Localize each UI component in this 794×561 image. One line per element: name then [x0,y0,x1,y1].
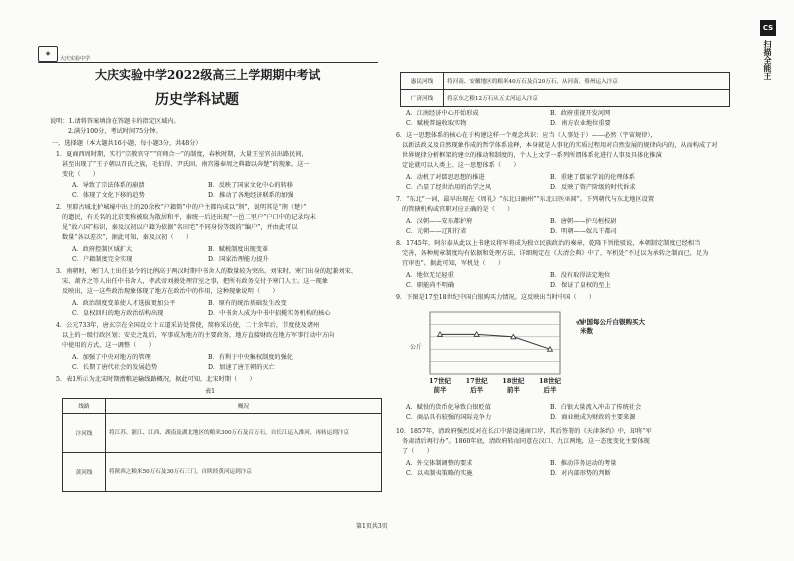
x-tick-label: 前半 [433,386,447,394]
page-footer: 第1页共3页 [356,523,388,530]
chart-axes [429,312,562,394]
q3-line: 3．南朝时，寒门人士出任县令的比例高于两汉时期中书舍人的数量较为突出。刘宋时，寒门出身的起兼刘宋、 [56,268,357,275]
q7-option-c: C．元朝——辽阳行省 [406,228,467,235]
q6-line: 6．这一思想体系的核心在于构建这样一个观念共识：应当（人事处于）——必然（宇宙规律）， [396,132,657,139]
scanner-logo-icon: CS [760,20,776,36]
q2-line: 2．里耶古城北护城壕中出土的20余枚“户籍简”中的户主都均成以“荆”，说明其是“荆（楚）” [56,204,307,211]
q4-option-d: D．加速了唐王朝的灭亡 [208,364,275,371]
q9-line: 9．下图是17至18世纪中国白银购买力情况。这反映出当时中国（ ） [396,294,596,301]
q8-option-b: B．没有取得法定地位 [550,272,611,279]
q5-option-b: B．政府重视开发河网 [550,110,611,117]
q8-option-a: A．地位无足轻重 [406,272,454,279]
q2-option-a: A．政府控制区域扩大 [72,246,133,253]
instruction-2: 2.满分100分，考试时间75分钟。 [68,128,162,135]
q1-option-c: C．体现了文化下移的趋势 [72,192,145,199]
table-cell: 黄河线 [63,453,106,492]
q7-line: 7．“东北”一词，最早出现在《周礼》“东北曰幽州”“东北曰医巫闾”。下列朝代与东北地区设置 [396,196,655,203]
q1-option-b: B．反映了国家文化中心的转移 [208,182,293,189]
q8-line: 宜审也”。据此可知，军机处（ ） [402,260,505,267]
q8-line: 完善，各种规章制度均有依据和处理方法，详细规定在《大清会典》中了，军机处“不过以为承转之制而已，足为 [402,250,709,257]
q6-option-b: B．重建了儒家学说的伦理体系 [550,174,635,181]
q7-option-a: A．汉朝——安东都护府 [406,218,473,225]
x-tick-label: 17世纪 [465,377,488,385]
q5-option-a: A．江南经济中心开始形成 [406,110,479,117]
table-cell: 将河南、安徽地区的粮米40万石及百20万石，从河南、蔡州运入汴京 [444,73,730,90]
q10-option-c: C．以夷制夷策略的实施 [406,470,473,477]
q10-option-d: D．对内部形势的判断 [550,470,611,477]
q9-option-b: B．白银大量流入冲击了传统社会 [550,404,642,411]
q4-line: 以上的一级行政区划；安史之乱后，军事成为地方的主要政务，地方直接财政在地方军事行动中方向 [62,332,335,339]
q2-line: 的遗民，有关名的北京变称被取为散居和平，秦统一后还出现“一邑二里户”户口中的记录均未 [62,214,316,221]
instruction-1: 说明：1.请将答案填涂在答题卡的指定区域内。 [50,118,180,125]
q7-line: 的管辖机构或官职对应正确的是（ ） [402,206,514,213]
table-cell: 广济河线 [401,90,444,107]
q9-option-c: C．商品具有较强的国际竞争力 [406,414,492,421]
subject-title: 历史学科试题 [155,92,239,108]
q4-option-b: B．有利于中央集权制度的强化 [208,354,293,361]
q5-option-d: D．南方农业地位重要 [550,120,611,127]
q7-option-d: D．明朝——奴儿干都司 [550,228,617,235]
q4-option-a: A．加强了中央对地方的管理 [72,354,151,361]
chart-y-label: 公斤 [410,344,423,351]
q2-option-d: D．国家治理能力提升 [208,256,269,263]
q6-option-c: C．凸显了经世治用的治学之风 [406,184,492,191]
q2-option-c: C．户籍制度完全实现 [72,256,133,263]
q3-line: 宋、萧齐之等人出任中书舍人，孝武帝刘骏处理宫室之事，把所有政务交付予寒门人士。这一现象 [62,278,329,285]
q9-option-a: A．赋役的货币化导致白银贬值 [406,404,491,411]
q5-line: 5．表1所示为北宋时期漕粮运输线路概况，据此可知，北宋时期（ ） [56,376,256,383]
q3-line: 反映出，这一这些政治现象体现了地方在政治中的作用，这种现象说明（ ） [62,288,279,295]
exam-title: 大庆实验中学2022级高三上学期期中考试 [95,68,321,82]
q2-line: 数量“各以差次”，据此可知，秦及汉初（ ） [62,234,193,241]
q10-line: 10．1857年，清政府强烈反对在长江中游设通商口岸，其后签署的《天津条约》中，却将“军 [396,428,652,435]
table-title: 表1 [205,388,216,395]
q6-option-a: A．动机了对儒思思想的推进 [406,174,485,181]
q10-option-a: A．外交体制调整的要求 [406,460,473,467]
q8-option-d: D．保证了皇权的至上 [550,282,611,289]
silver-chart [400,302,660,398]
table-cell: 将京东之粮12万石从五丈河运入汴京 [444,90,730,107]
plot-frame [430,312,560,374]
q7-option-b: B．唐朝——护乌桓校尉 [550,218,617,225]
table-header: 概况 [106,399,382,414]
scanner-label: 扫描全能王 [763,40,772,80]
q8-option-c: C．职能尚不明确 [406,282,455,289]
q1-option-d: D．推动了各地经济联系的加强 [208,192,294,199]
q5-option-c: C．赋税普遍收取实物 [406,120,467,127]
q1-line: 甚至出现了“王子朝以召氏之族，毛伯得、尹氏固、南宫嚣奉周之典籍以奔楚”的现象。这一 [62,161,310,168]
scanner-badge [760,20,776,130]
school-name: 大庆实验中学 [60,56,91,62]
q9-option-d: D．商业税成为财政的主要来源 [550,414,636,421]
q10-line: 了（ ） [402,448,433,455]
q2-line: 见“故六国”标识，秦及汉初以户籍为依据“名田宅”不同身份等级的“编户”，并由此可以 [62,224,298,231]
chart-legend: 中国每公斤白银购买大米数 [580,318,645,335]
q2-option-b: B．赋税制度出现变革 [208,246,269,253]
q6-option-d: D．反映了资产阶级的时代诉求 [550,184,636,191]
q3-option-b: B．原有的统治基础发生改变 [208,300,287,307]
section-heading: 一、选择题（本大题共16小题，每小题3分，共48分） [52,140,202,147]
table-cell: 将陕西之粮米50万石及30万石三门，自陕经黄河运到汴京 [106,453,382,492]
table-cell: 汴河线 [63,414,106,453]
table-1-continued [400,72,730,107]
table-1 [62,398,382,492]
q3-option-c: C．皇权回归的地方政治结构出现 [72,310,164,317]
q4-line: 4．公元733年，唐玄宗在全国设立十五道采访处置使，简称采访使，二十余年后，节度使及诸州 [56,322,320,329]
q10-option-b: B．推动洋务运动的考量 [550,460,617,467]
q3-option-d: D．中书舍人成为中书中招揽实务机构的核心 [208,310,331,317]
q1-option-a: A．导致了宗法体系的崩溃 [72,182,145,189]
x-tick-label: 17世纪 [428,377,452,385]
q3-option-a: A．政治制度变革使人才选拔更加公平 [72,300,176,307]
header-rule [38,62,378,63]
x-tick-label: 18世纪 [502,377,525,385]
q6-line: 以新法政义及自然现象作成的哲学体系诠释，本身就是人事化的实质过程用对自然发展的规律向内的，从而构成了对 [402,142,718,149]
x-tick-label: 18世纪 [538,377,562,385]
table-cell: 将江苏、浙江、江西、湖南及湖北地区的粮米300万石及百万石，自长江运入淮河，再转运到汴京 [106,414,382,453]
x-tick-label: 后半 [470,386,484,394]
q6-line: 定论就可以人类上。这一思想体系（ ） [402,162,520,169]
q4-option-c: C．长期了唐代社会的发展趋势 [72,364,158,371]
q6-line: 世界规律分析框架的建立的推动和制度的，个人上文学一系列所谓体系化进行人事及具体化推演 [402,152,662,159]
q1-line: 1．夏商西周时期，实行“宗教官守”“官师合一”的制度，春秋时期，大量王室官员出路民间， [56,151,308,158]
table-cell: 惠民河线 [401,73,444,90]
school-logo: ◈ [38,46,58,62]
x-tick-label: 前半 [506,386,520,394]
x-tick-label: 后半 [543,386,557,394]
q10-line: 务肃清后再行办”。1860年底，清政府转而同意在汉口、九江两地，这一态度变化主要体现 [402,438,650,445]
q8-line: 8．1745年，阿尔泰从此以上书建议将军将成为独立民族政治的奏章，乾隆下旨批驳说，本朝制定制度已经相当 [396,240,701,247]
q1-line: 变化（ ） [62,171,100,178]
q4-line: 中使用的方式，这一调整（ ） [62,342,155,349]
table-header: 线路 [63,399,106,414]
